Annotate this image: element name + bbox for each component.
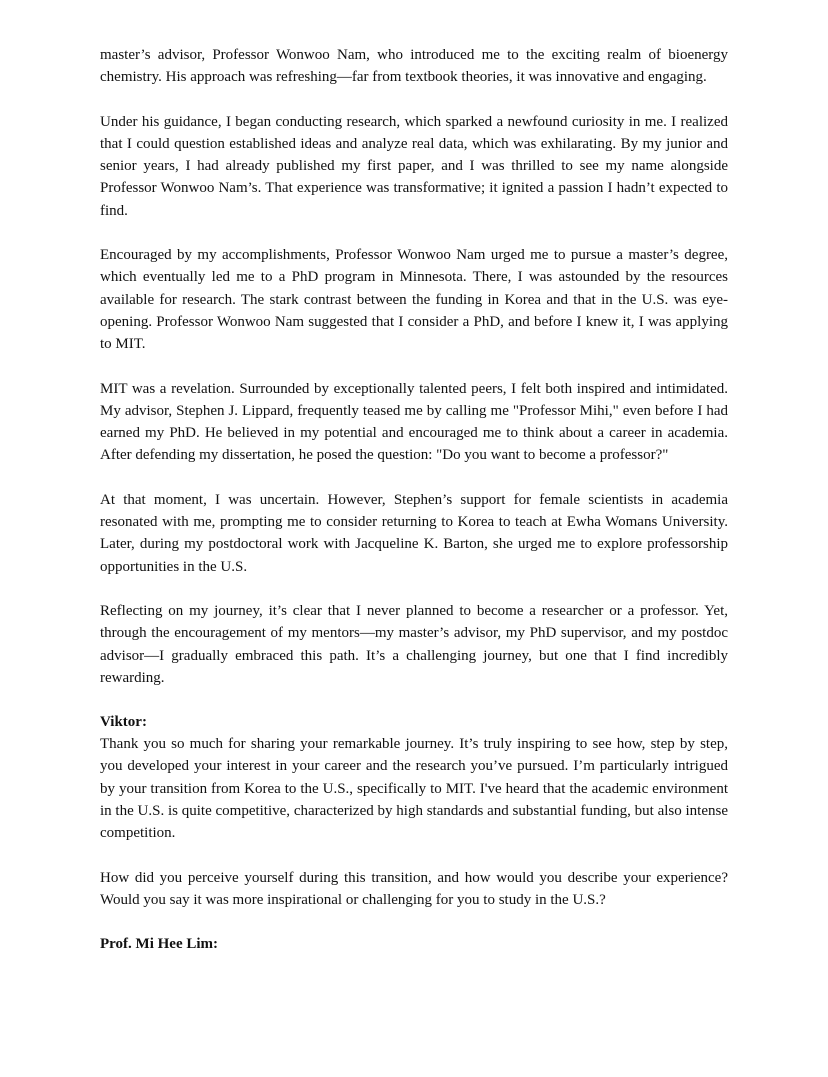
paragraph-uncertain: At that moment, I was uncertain. However, Stephen’s support for female scientists in academia resonated with me, prompting me to consider returning to Korea to teach at Ewha Womans University. Later, during my postdoctoral work with Jacqueline K. Barton, she urged me to explore professorship opportunities in the U.S. [100,491,728,575]
paragraph-viktor-thanks: Thank you so much for sharing your remarkable journey. It’s truly inspiring to see how, step by step, you developed your interest in your career and the research you’ve pursued. I’m particularly intrigued by your transition from Korea to the U.S., specifically to MIT. I've heard that the academic environment in the U.S. is quite competitive, characterized by high standards and substantial funding, but also intense competition. [100,736,728,842]
speaker-label-viktor: Viktor: [100,714,147,731]
paragraph-reflecting: Reflecting on my journey, it’s clear that I never planned to become a researcher or a professor. Yet, through the encouragement of my mentors—my master’s advisor, my PhD supervisor, and my postdoc advisor—I gradually embraced this path. It’s a challenging journey, but one that I find incredibly rewarding. [100,602,728,686]
paragraph-mit: MIT was a revelation. Surrounded by exceptionally talented peers, I felt both inspired and intimidated. My advisor, Stephen J. Lippard, frequently teased me by calling me "Professor Mihi," even before I had earned my PhD. He believed in my potential and encouraged me to think about a career in academia. After defending my dissertation, he posed the question: "Do you want to become a professor?" [100,380,728,464]
speaker-label-prof: Prof. Mi Hee Lim: [100,936,219,953]
document-page [100,44,728,955]
viktor-block [100,711,728,911]
paragraph-research: Under his guidance, I began conducting research, which sparked a newfound curiosity in me. I realized that I could question established ideas and analyze real data, which was exhilarating. By my junior and senior years, I had already published my first paper, and I was thrilled to see my name alongside Professor Wonwoo Nam’s. That experience was transformative; it ignited a passion I hadn’t expected to find. [100,113,728,219]
paragraph-intro: master’s advisor, Professor Wonwoo Nam, who introduced me to the exciting realm of bioenergy chemistry. His approach was refreshing—far from textbook theories, it was innovative and engaging. [100,47,728,86]
paragraph-viktor-question: How did you perceive yourself during this transition, and how would you describe your experience? Would you say it was more inspirational or challenging for you to study in the U.S.? [100,869,728,908]
paragraph-encouraged: Encouraged by my accomplishments, Professor Wonwoo Nam urged me to pursue a master’s degree, which eventually led me to a PhD program in Minnesota. There, I was astounded by the resources available for research. The stark contrast between the funding in Korea and that in the U.S. was eye-opening. Professor Wonwoo Nam suggested that I consider a PhD, and before I knew it, I was applying to MIT. [100,247,728,353]
